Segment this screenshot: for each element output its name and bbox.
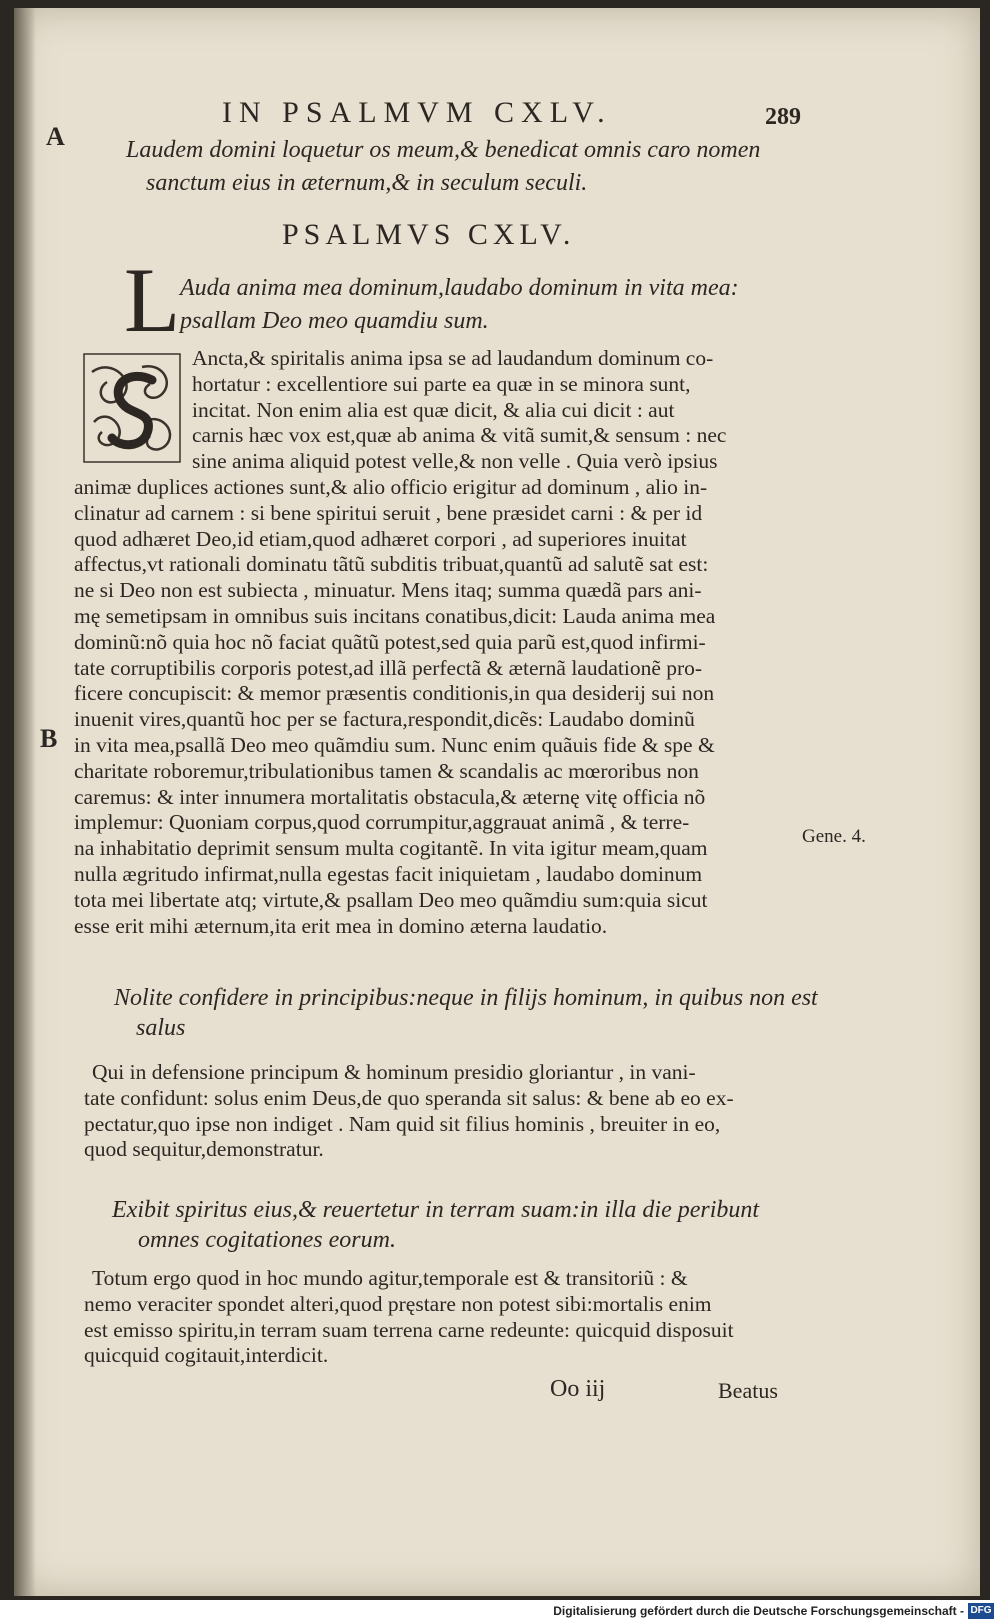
- para2-line: pectatur,quo ipse non indiget . Nam quid sit filius hominis , breuiter in eo,: [84, 1111, 721, 1136]
- para1-line: inuenit vires,quantũ hoc per se factura,respondit,dicẽs: Laudabo dominũ: [74, 707, 695, 732]
- para3-line: Totum ergo quod in hoc mundo agitur,temporale est & transitoriũ : &: [92, 1266, 688, 1290]
- para1-line: animæ duplices actiones sunt,& alio officio erigitur ad dominum , alio in-: [74, 474, 708, 499]
- para1-line: carnis hæc vox est,quæ ab anima & vitã sumit,& sensum : nec: [192, 423, 727, 448]
- para1-line: incitat. Non enim alia est quæ dicit, & alia cui dicit : aut: [192, 397, 675, 422]
- para1-line: caremus: & inter innumera mortalitatis obstacula,& æternę vitę officia nõ: [74, 784, 706, 809]
- para1-line: Ancta,& spiritalis anima ipsa se ad laudandum dominum co-: [192, 346, 714, 370]
- catchword: Beatus: [718, 1378, 778, 1403]
- margin-mark-a: A: [46, 122, 65, 151]
- para1-line: esse erit mihi æternum,ita erit mea in domino æterna laudatio.: [74, 913, 608, 938]
- verse2-line-2: salus: [136, 1015, 186, 1041]
- verse1-line-1: Auda anima mea dominum,laudabo dominum in vita mea:: [180, 275, 739, 301]
- verse2-line-1: Nolite confidere in principibus:neque in filijs hominum, in quibus non est: [114, 985, 818, 1011]
- para1-line: affectus,vt rationali dominatu tãtũ subditis tribuat,quantũ ad salutẽ sat est:: [74, 552, 709, 577]
- para1-line: ficere concupiscit: & memor præsentis conditionis,in qua desiderij sui non: [74, 681, 715, 706]
- digitization-footer: [0, 1600, 1000, 1624]
- para1-line: implemur: Quoniam corpus,quod corrumpitur,aggrauat animã , & terre-: [74, 810, 690, 835]
- verse3-line-2: omnes cogitationes eorum.: [138, 1227, 396, 1253]
- para2-line: Qui in defensione principum & hominum presidio gloriantur , in vani-: [92, 1060, 696, 1084]
- commentary-paragraph-1: [74, 346, 726, 939]
- commentary-paragraph-3: [84, 1266, 734, 1369]
- psalm-title: PSALMVS CXLV.: [282, 218, 576, 251]
- verse-top-line-2: sanctum eius in æternum,& in seculum seculi.: [146, 170, 588, 196]
- para1-line: in vita mea,psallã Deo meo quãmdiu sum. Nunc enim quãuis fide & spe &: [74, 732, 715, 757]
- para1-line: mę semetipsam in omnibus suis incitans conatibus,dicit: Lauda anima mea: [74, 603, 716, 628]
- para1-line: tate corruptibilis corporis potest,ad illã perfectã & æternã laudationẽ pro-: [74, 655, 703, 680]
- para3-line: est emisso spiritu,in terram suam terrena carne redeunte: quicquid disposuit: [84, 1317, 734, 1342]
- para1-line: hortatur : excellentiore sui parte ea quæ in se minora sunt,: [192, 371, 691, 396]
- drop-initial-l: L: [124, 249, 181, 351]
- para1-line: sine anima aliquid potest velle,& non velle . Quia verò ipsius: [192, 449, 718, 474]
- para1-line: nulla ægritudo infirmat,nulla egestas facit iniquietam , laudabo dominum: [74, 861, 703, 886]
- para3-line: quicquid cogitauit,interdicit.: [84, 1343, 329, 1368]
- para3-line: nemo veraciter spondet alteri,quod pręstare non potest sibi:mortalis enim: [84, 1291, 712, 1316]
- commentary-paragraph-2: [84, 1060, 734, 1163]
- signature-mark: Oo iij: [550, 1376, 606, 1402]
- para1-line: clinatur ad carnem : si bene spiritui seruit , bene præsidet carni : & per id: [74, 500, 703, 525]
- dfg-logo: DFG: [968, 1603, 994, 1619]
- footer-credit: Digitalisierung gefördert durch die Deutsche Forschungsgemeinschaft -: [553, 1604, 964, 1618]
- page-gutter-shadow: [14, 8, 36, 1596]
- verse-top-line-1: Laudem domini loquetur os meum,& benedicat omnis caro nomen: [126, 137, 761, 163]
- para1-line: ne si Deo non est subiecta , minuatur. Mens itaq; summa quædã pars ani-: [74, 578, 702, 603]
- page-number: 289: [765, 104, 801, 130]
- para1-line: dominũ:nõ quia hoc nõ faciat quãtũ potest,sed quia parũ est,quod infirmi-: [74, 629, 706, 654]
- para2-line: tate confidunt: solus enim Deus,de quo speranda sit salus: & bene ab eo ex-: [84, 1085, 734, 1110]
- margin-reference-genesis: Gene. 4.: [802, 826, 866, 847]
- para1-line: charitate roboremur,tribulationibus tamen & scandalis ac mœroribus non: [74, 758, 699, 783]
- running-title: IN PSALMVM CXLV.: [222, 96, 612, 129]
- verse3-line-1: Exibit spiritus eius,& reuertetur in terram suam:in illa die peribunt: [112, 1197, 760, 1223]
- para2-line: quod sequitur,demonstratur.: [84, 1137, 324, 1162]
- para1-line: tota mei libertate atq; virtute,& psallam Deo meo quãmdiu sum:quia sicut: [74, 887, 708, 912]
- para1-line: na inhabitatio deprimit sensum multa cogitantẽ. In vita igitur meam,quam: [74, 836, 708, 861]
- verse1-line-2: psallam Deo meo quamdiu sum.: [180, 308, 489, 334]
- para1-line: quod adhæret Deo,id etiam,quod adhæret corpori , ad superiores inuitat: [74, 526, 687, 551]
- margin-mark-b: B: [40, 724, 58, 753]
